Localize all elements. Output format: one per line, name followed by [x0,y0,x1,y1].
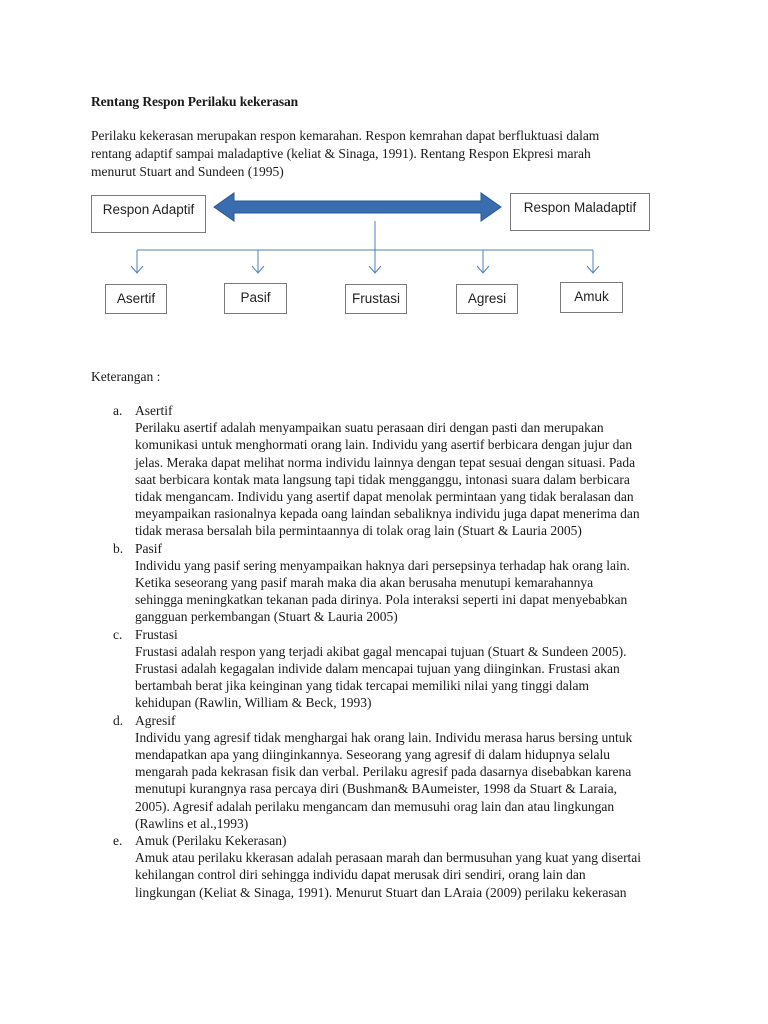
list-item [113,712,693,832]
intro-line: menurut Stuart and Sundeen (1995) [91,164,284,179]
node-amuk: Amuk [560,282,623,313]
intro-paragraph [91,127,651,181]
body-line: Perilaku asertif adalah menyampaikan suatu perasaan diri dengan pasti dan merupakan [135,420,604,436]
node-agresi: Agresi [456,284,518,314]
body-line: mendapatkan apa yang diinginkannya. Seseorang yang agresif di dalam hidupnya selalu [135,747,610,763]
list-item [113,832,693,901]
item-title: Amuk (Perilaku Kekerasan) [135,833,287,849]
intro-line: rentang adaptif sampai maladaptive (keliat & Sinaga, 1991). Rentang Respon Ekpresi marah [91,146,591,161]
node-asertif: Asertif [105,284,167,314]
body-line: tidak mengancam. Individu yang asertif dapat menolak permintaan yang tidak beralasan dan [135,489,634,505]
body-line: lingkungan (Keliat & Sinaga, 1991). Menurut Stuart dan LAraia (2009) perilaku kekerasan [135,884,627,900]
list-marker: b. [113,540,124,556]
body-line: 2005). Agresif adalah perilaku mengancam dan memusuhi orag lain dan atau lingkungan [135,798,615,814]
list-item [113,540,693,626]
adaptive-response-box: Respon Adaptif [91,195,206,233]
keterangan-label: Keterangan : [91,369,161,384]
item-body [135,557,693,626]
item-title: Asertif [135,403,173,418]
body-line: kehidupan (Rawlin, William & Beck, 1993) [135,695,372,711]
body-line: tidak merasa bersalah bila permintaannya di tolak orag lain (Stuart & Lauria 2005) [135,523,582,539]
item-body [135,729,693,832]
body-line: komunikasi untuk menghormati orang lain. Individu yang asertif berbicara dengan jujur dan [135,437,633,453]
node-pasif: Pasif [224,283,287,314]
body-line: sehingga meningkatkan tekanan pada dirinya. Pola interaksi seperti ini dapat menyebabkan [135,592,628,608]
body-line: mengarah pada kekrasan fisik dan verbal. Perilaku agresif pada dasarnya disebabkan karena [135,764,632,780]
node-frustasi: Frustasi [345,284,407,314]
list-item [113,402,693,540]
section-heading: Rentang Respon Perilaku kekerasan [91,94,299,109]
list-marker: e. [113,833,123,849]
item-title: Frustasi [135,626,178,642]
body-line: Frustasi adalah kegagalan individe dalam mencapai tujuan yang diinginkan. Frustasi akan [135,661,620,677]
list-marker: a. [113,403,123,418]
body-line: jelas. Meraka dapat melihat norma individu lainnya dengan tepat sesuai dengan situasi. Pada [135,454,636,470]
list-item [113,626,693,712]
list-marker: c. [113,626,123,642]
item-title: Pasif [135,540,162,556]
body-line: Amuk atau perilaku kkerasan adalah perasaan marah dan bermusuhan yang kuat yang disertai [135,850,642,866]
body-line: menutupi kurangnya rasa percaya diri (Bushman& BAumeister, 1998 da Stuart & Laraia, [135,781,617,797]
body-line: kehilangan control diri sehingga individu dapat merusak diri sendiri, orang lain dan [135,867,586,883]
branch-arrows [131,250,599,273]
body-line: Ketika seseorang yang pasif marah maka dia akan berusaha menutupi kemarahannya [135,575,594,591]
item-body [135,643,693,712]
body-line: Individu yang pasif sering menyampaikan haknya dari persepsinya terhadap hak orang lain. [135,557,630,573]
body-line: saat berbicara kontak mata langsung tapi tidak mengganggu, intonasi suara dalam berbicara [135,471,630,487]
intro-line: Perilaku kekerasan merupakan respon kemarahan. Respon kemrahan dapat berfluktuasi dalam [91,128,600,143]
item-body [135,849,693,901]
list-marker: d. [113,712,124,728]
body-line: Frustasi adalah respon yang terjadi akibat gagal mencapai tujuan (Stuart & Sundeen 2005). [135,643,627,659]
item-body [135,419,693,539]
body-line: (Rawlins et al.,1993) [135,815,249,831]
body-line: Individu yang agresif tidak menghargai hak orang lain. Individu merasa harus bersing untuk [135,729,633,745]
body-line: gangguan perkembangan (Stuart & Lauria 2005) [135,609,398,625]
item-title: Agresif [135,712,176,728]
double-arrow-icon [214,193,501,221]
body-line: meyampaikan rasionalnya kepada oang laindan sebaliknya individu juga dapat menerima dan [135,506,640,522]
body-line: bertambah berat jika keinginan yang tidak tercapai memiliki nilai yang tinggi dalam [135,678,589,694]
maladaptive-response-box: Respon Maladaptif [510,193,650,231]
explanation-list [113,402,693,901]
